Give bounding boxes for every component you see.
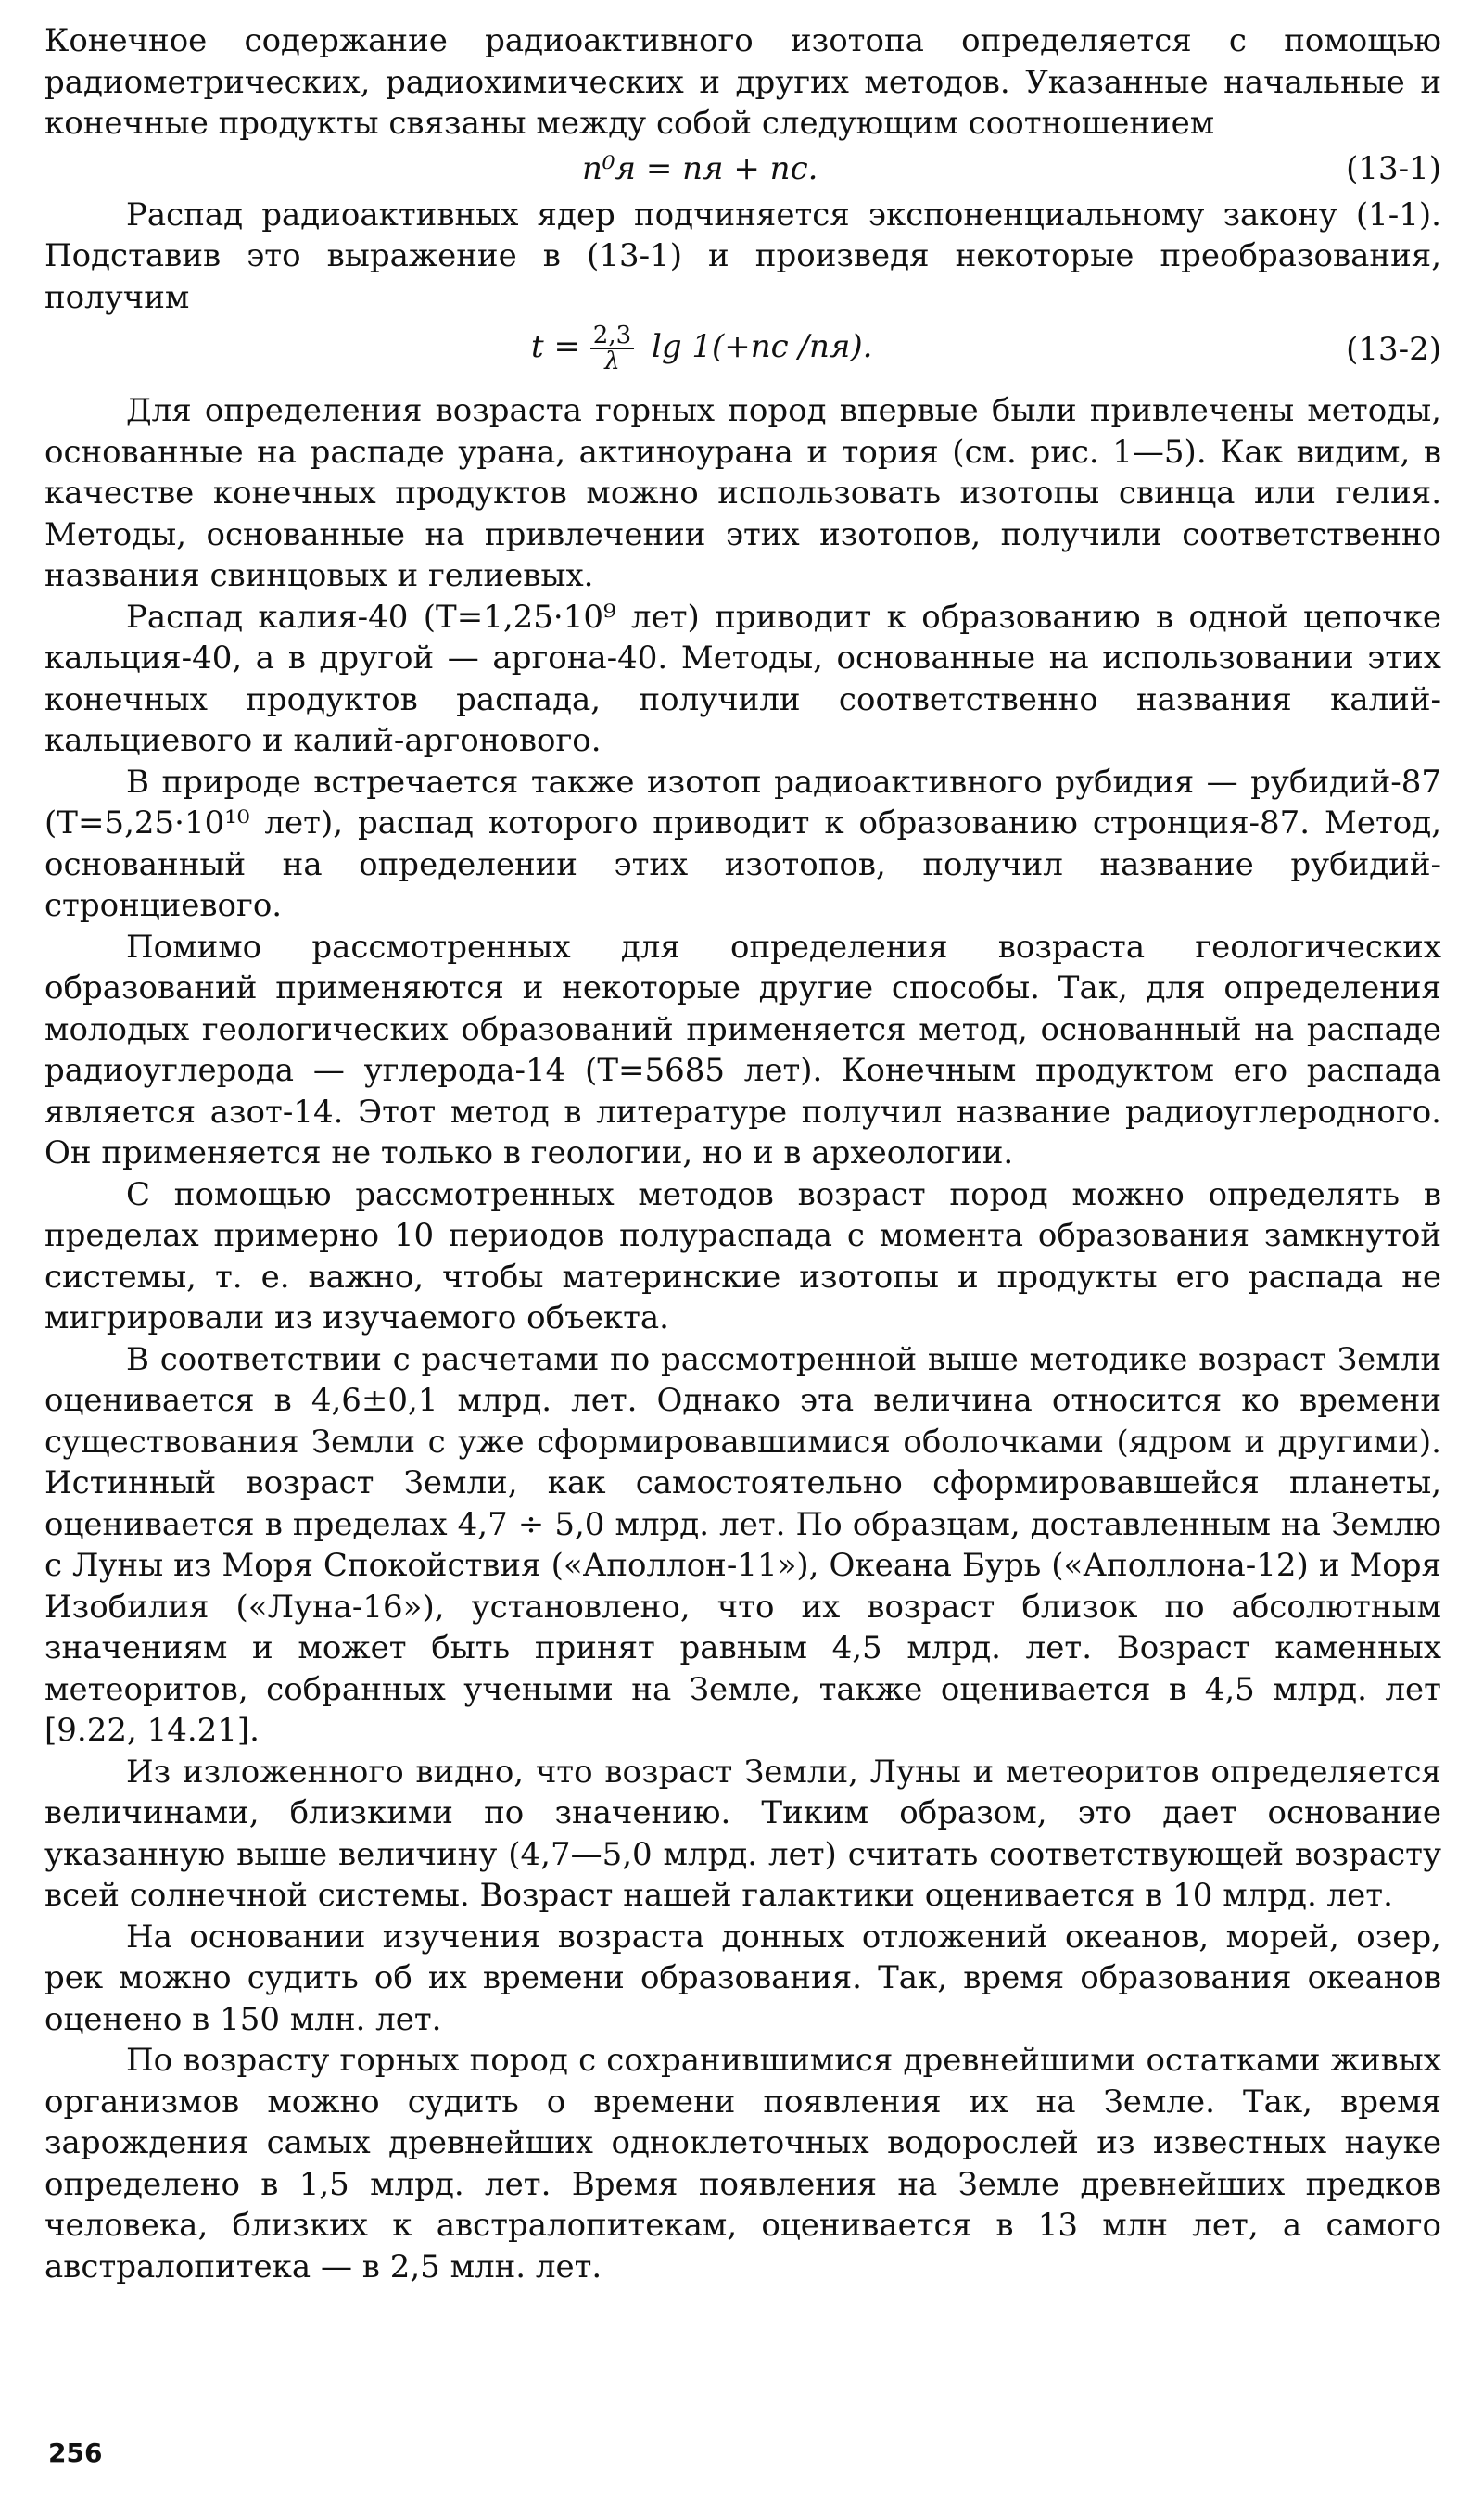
equation-13-2-rhs: lg 1(+nс /nя). [651,328,873,365]
paragraph-9: Из изложенного видно, что возраст Земли, Луны и метеоритов определяется величинами, близкими по значению. Тиким образом, это дает основание указанную выше величину (4,7—5,0 млрд. лет) считать соответствующей возрасту всей солнечной системы. Возраст нашей галактики оценивается в 10 млрд. лет. [44,1753,1441,1914]
paragraph-7: С помощью рассмотренных методов возраст пород можно определять в пределах примерно 10 периодов полураспада с момента образования замкнутой системы, т. е. важно, чтобы материнские изотопы и продукты его распада не мигрировали из изучаемого объекта. [44,1175,1441,1336]
paragraph-10: На основании изучения возраста донных отложений океанов, морей, озер, рек можно судить об их времени образования. Так, время образования океанов оценено в 150 млн. лет. [44,1918,1441,2038]
paragraph-11: По возрасту горных пород с сохранившимися древнейшими остатками живых организмов можно судить о времени появления их на Земле. Так, время зарождения самых древнейших одноклеточных водорослей из известных науке определено в 1,5 млрд. лет. Время появления на Земле древнейших предков человека, близких к австралопитекам, оценивается в 13 млн лет, а самого австралопитека — в 2,5 млн. лет. [44,2042,1441,2286]
equation-13-2-fraction-numerator: 2,3 [590,323,634,349]
equation-13-2-fraction-denominator: λ [604,348,620,375]
equation-13-1-lhs: n⁰я [582,149,637,187]
equation-13-1-number: (13-1) [1346,149,1441,187]
paragraph-6: Помимо рассмотренных для определения возраста геологических образований применяются и некоторые другие способы. Так, для определения молодых геологических образований применяется метод, основанный на распаде радиоуглерода — углерода-14 (T=5685 лет). Конечным продуктом его распада является азот-14. Этот метод в литературе получил название радиоуглеродного. Он применяется не только в геологии, но и в археологии. [44,928,1441,1171]
equation-13-2-lhs: t = [531,328,580,365]
paragraph-5: В природе встречается также изотоп радиоактивного рубидия — рубидий-87 (T=5,25·10¹⁰ лет), распад которого приводит к образованию стронция-87. Метод, основанный на определении этих изотопов, получил название рубидий-стронциевого. [44,763,1441,924]
equation-13-2-body [531,323,872,374]
paragraph-3: Для определения возраста горных пород впервые были привлечены методы, основанные на распаде урана, актиноурана и тория (см. рис. 1—5). Как видим, в качестве конечных продуктов можно использовать изотопы свинца или гелия. Методы, основанные на привлечении этих изотопов, получили соответственно названия свинцовых и гелиевых. [44,392,1441,594]
equation-13-2 [44,323,1441,381]
paragraph-8: В соответствии с расчетами по рассмотренной выше методике возраст Земли оценивается в 4,6±0,1 млрд. лет. Однако эта величина относится ко времени существования Земли с уже сформировавшимися оболочками (ядром и другими). Истинный возраст Земли, как самостоятельно сформировавшейся планеты, оценивается в пределах 4,7 ÷ 5,0 млрд. лет. По образцам, доставленным на Землю с Луны из Моря Спокойствия («Аполлон-11»), Океана Бурь («Аполлона-12) и Моря Изобилия («Луна-16»), установлено, что их возраст близок по абсолютным значениям и может быть принят равным 4,5 млрд. лет. Возраст каменных метеоритов, собранных учеными на Земле, также оценивается в 4,5 млрд. лет [9.22, 14.21]. [44,1340,1441,1749]
equation-13-2-number: (13-2) [1346,331,1441,368]
paragraph-2: Распад радиоактивных ядер подчиняется экспоненциальному закону (1-1). Подставив это выражение в (13-1) и произведя некоторые преобразования, получим [44,196,1441,316]
page-number: 256 [48,2438,103,2468]
paragraph-1: Конечное содержание радиоактивного изотопа определяется с помощью радиометрических, радиохимических и других методов. Указанные начальные и конечные продукты связаны между собой следующим соотношением [44,22,1441,142]
equation-13-2-fraction [590,323,634,374]
equation-13-1 [44,146,1441,191]
equation-13-1-body [582,148,818,189]
equation-13-1-rhs: = nя + nс. [645,149,818,187]
paragraph-4: Распад калия-40 (T=1,25·10⁹ лет) приводит к образованию в одной цепочке кальция-40, а в другой — аргона-40. Методы, основанные на использовании этих конечных продуктов распада, получили соответственно названия калий-кальциевого и калий-аргонового. [44,598,1441,759]
